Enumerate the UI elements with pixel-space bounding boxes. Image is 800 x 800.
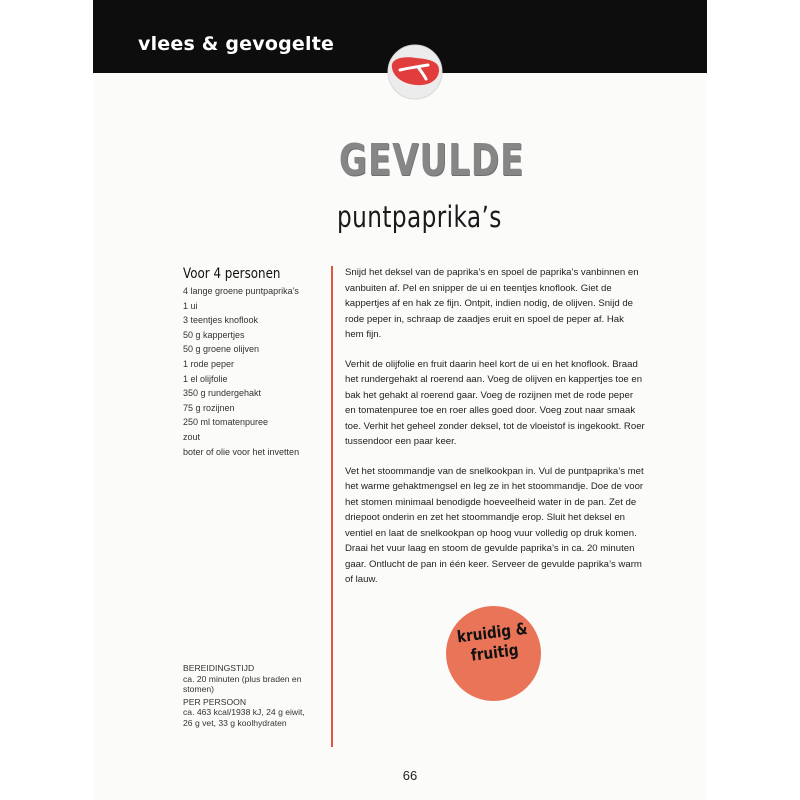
ingredient-item: 4 lange groene puntpaprika’s	[183, 286, 299, 296]
ingredient-item: 50 g kappertjes	[183, 329, 245, 340]
instruction-paragraph: Verhit de olijfolie en fruit daarin heel kort de ui en het knoflook. Braad het rundergehakt al roerend aan. Voeg de olijven en kappertjes toe en bak het gehakt al roerend gaar. Voeg de rozijnen met de rode peper en tomatenpuree toe en roer alles goed door. Voeg zout naar smaak toe. Verhit het geheel zonder deksel, tot de vloeistof is ingekookt. Roer tussendoor een paar keer.	[345, 358, 645, 447]
ingredient-item: boter of olie voor het invetten	[183, 446, 300, 457]
ingredient-item: 1 rode peper	[183, 358, 235, 369]
ingredient-item: 250 ml tomatenpuree	[183, 417, 269, 428]
recipe-title: GEVULDE	[338, 135, 525, 186]
stamp-line-2: fruitig	[469, 640, 520, 665]
divider-rule	[331, 266, 333, 747]
prep-time-value: ca. 20 minuten (plus braden en stomen)	[183, 673, 302, 694]
steak-icon	[382, 44, 448, 100]
instruction-paragraph: Vet het stoommandje van de snelkookpan in. Vul de puntpaprika’s met het warme gehaktmengsel en leg ze in het stoommandje. Doe de voor het stomen minimaal benodigde hoeveelheid water in de pan. Zet de driepoot onderin en zet het stoommandje erop. Sluit het deksel en ventiel en laat de snelkookpan op hoog vuur volledig op druk komen. Draai het vuur laag en stoom de gevulde paprika’s in ca. 20 minuten gaar. Ontlucht de pan in één keer. Serveer de gevulde paprika’s warm of lauw.	[345, 465, 644, 585]
ingredients-heading: Voor 4 personen	[183, 266, 281, 282]
ingredient-item: 3 teentjes knoflook	[183, 315, 259, 326]
ingredient-item: zout	[183, 431, 201, 442]
recipe-subtitle: puntpaprika’s	[337, 200, 502, 234]
instructions-block	[345, 265, 645, 602]
ingredient-item: 75 g rozijnen	[183, 402, 235, 413]
flavor-stamp	[446, 606, 541, 701]
stamp-line-1: kruidig &	[455, 618, 529, 647]
ingredient-item: 350 g rundergehakt	[183, 388, 262, 399]
instruction-paragraph: Snijd het deksel van de paprika’s en spoel de paprika’s vanbinnen en vanbuiten af. Pel en snipper de ui en teentjes knoflook. Giet de kappertjes af en hak ze fijn. Ontpit, indien nodig, de olijven. Snijd de rode peper in, schraap de zaadjes eruit en spoel de peper af. Hak hem fijn.	[345, 267, 639, 340]
page-number: 66	[402, 768, 418, 783]
ingredient-item: 1 ui	[183, 300, 198, 311]
ingredient-item: 50 g groene olijven	[183, 344, 260, 355]
ingredient-item: 1 el olijfolie	[183, 373, 228, 384]
prep-time-label: BEREIDINGSTIJD	[183, 663, 255, 673]
ingredients-block	[183, 266, 318, 459]
section-title: vlees & gevogelte	[138, 33, 335, 55]
recipe-meta	[183, 661, 313, 730]
per-person-label: PER PERSOON	[183, 696, 247, 707]
per-person-value: ca. 463 kcal/1938 kJ, 24 g eiwit, 26 g vet, 33 g koolhydraten	[183, 707, 305, 728]
ingredient-list	[183, 284, 318, 459]
